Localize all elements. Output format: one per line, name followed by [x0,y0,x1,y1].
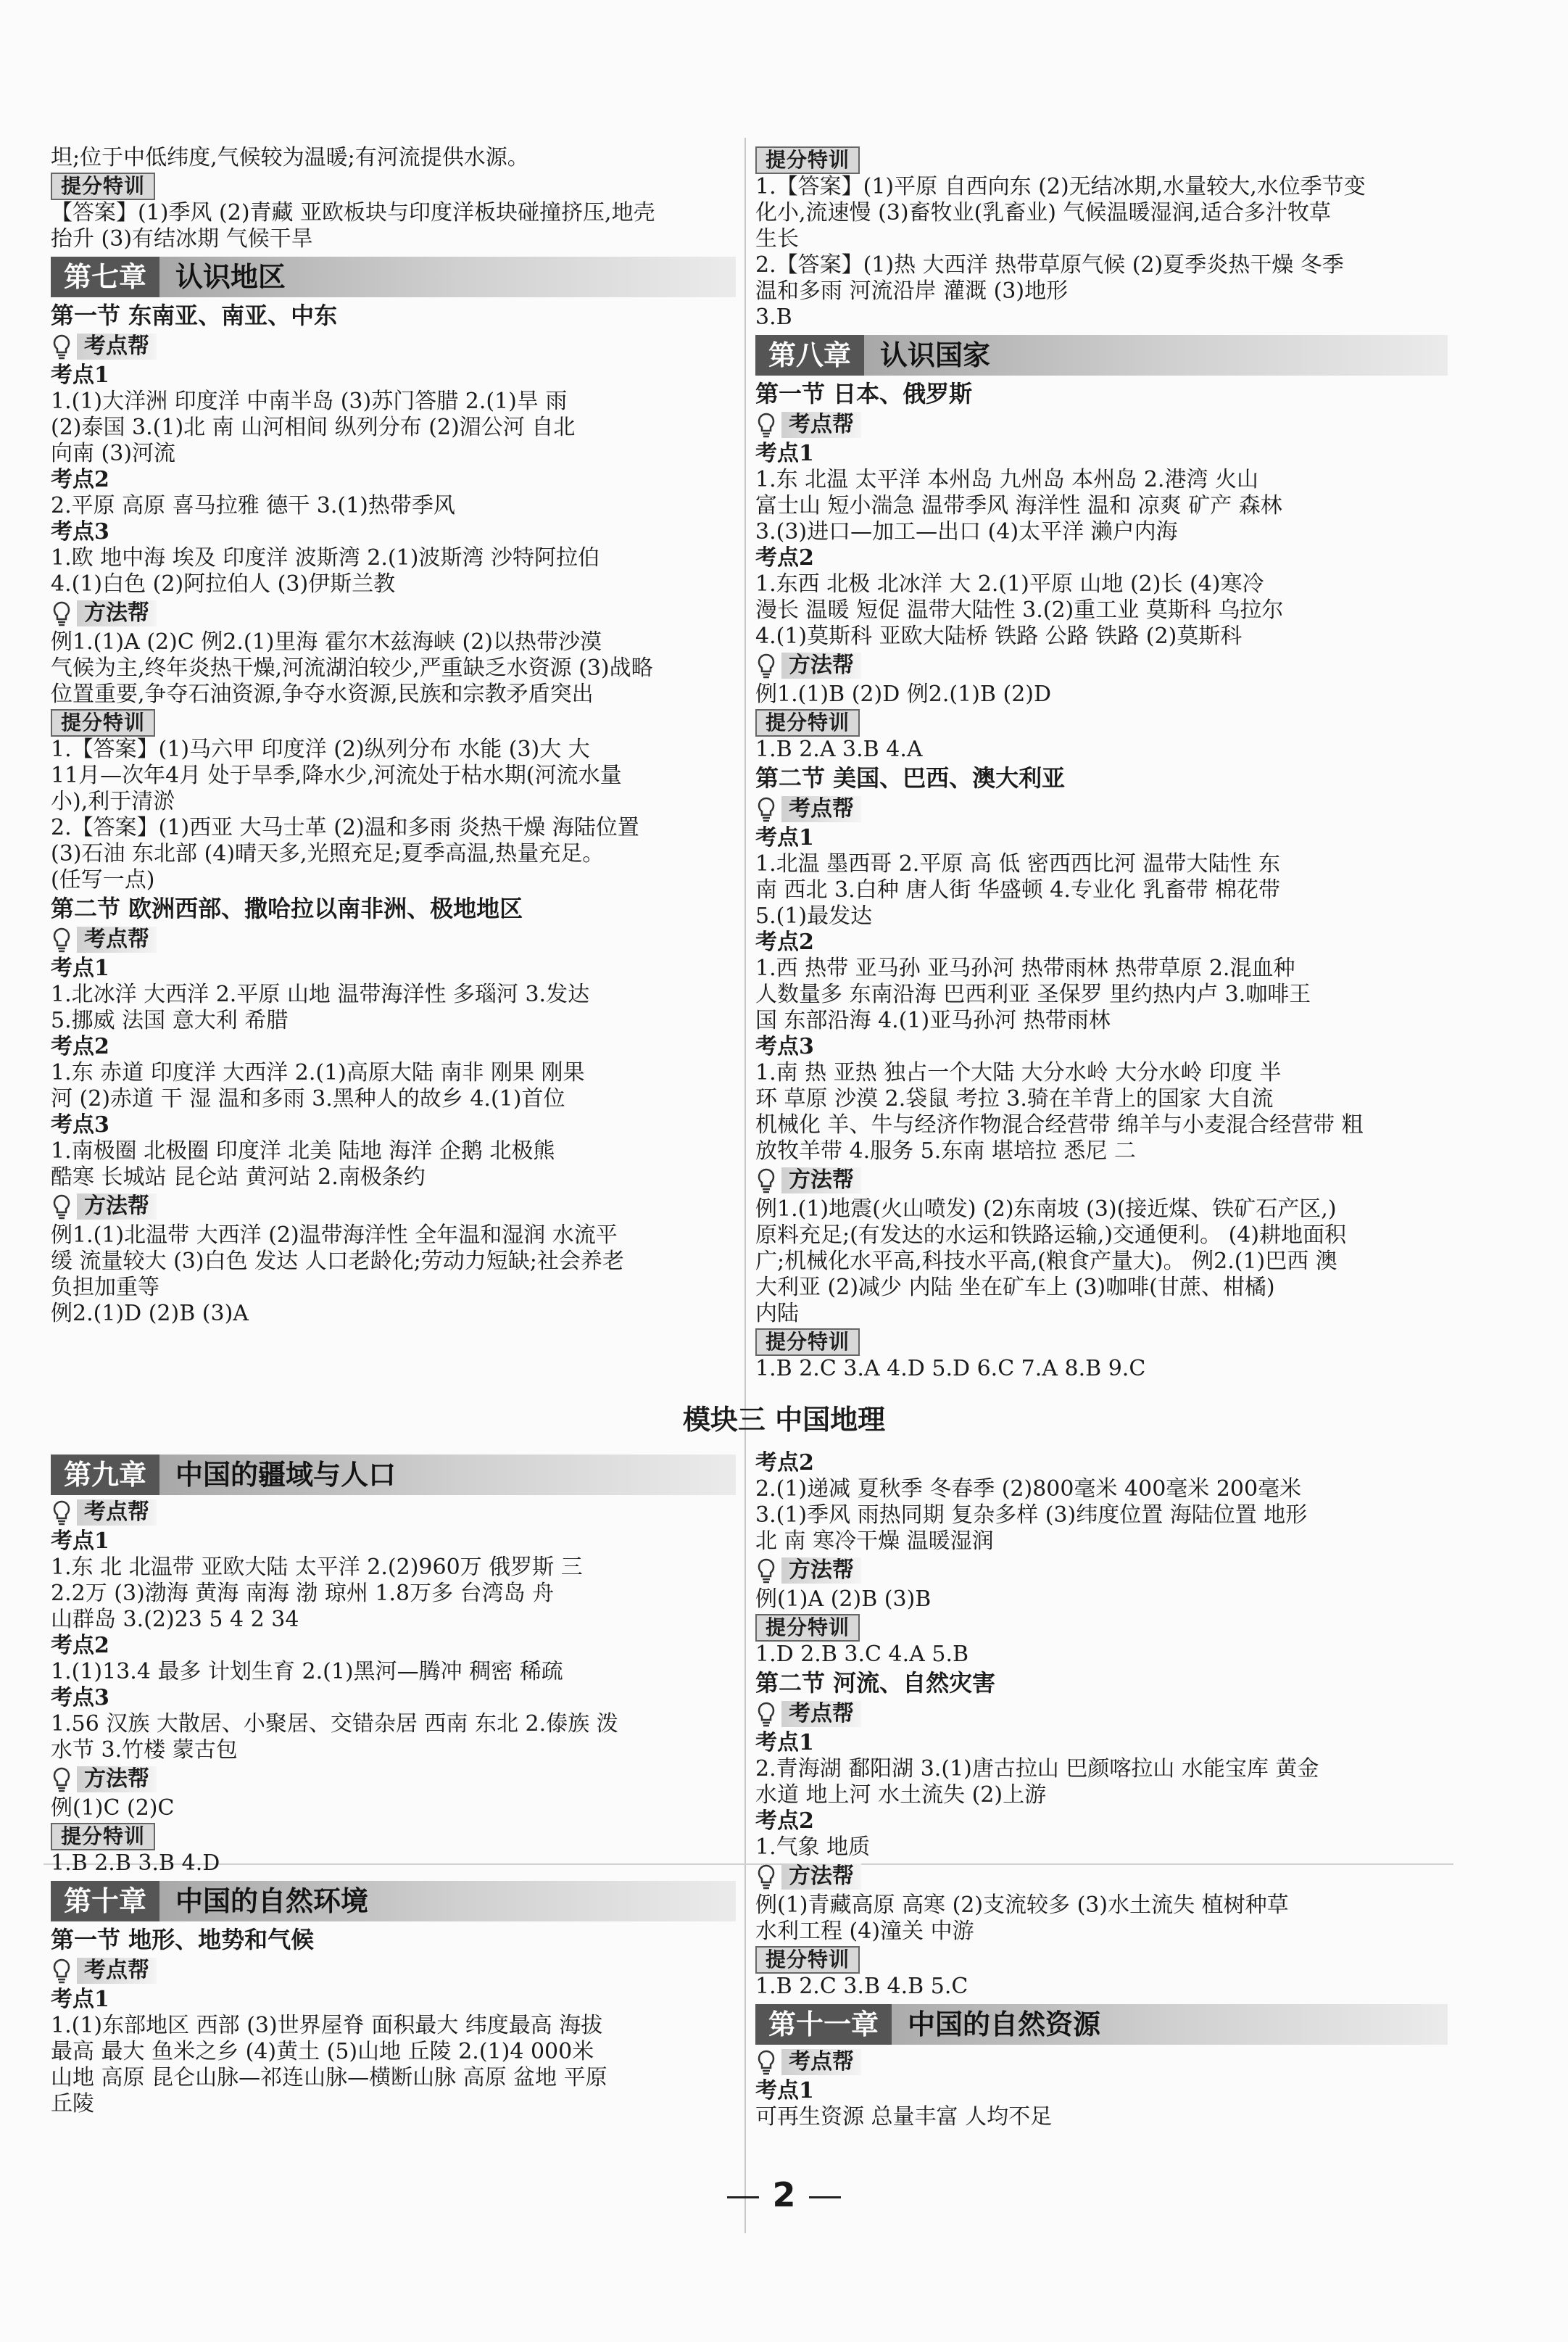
chapter-title: 中国的自然环境 [175,1885,369,1917]
page-number: 2 [772,2175,796,2214]
lightbulb-icon [51,1766,72,1792]
answer-line: 例(1)A (2)B (3)B [755,1586,932,1612]
tifen-label: 提分特训 [755,1946,860,1974]
header-label: 方法帮 [781,1557,861,1584]
lightbulb-icon [51,1193,72,1220]
tifen-header [51,709,155,735]
fangfa-header [51,1192,736,1221]
point-label: 考点1 [51,363,109,388]
chapter-number: 第十一章 [755,2004,892,2045]
answer-line: 生长 [755,226,799,252]
answer-line: 【答案】(1)季风 (2)青藏 亚欧板块与印度洋板块碰撞挤压,地壳 [51,200,655,225]
point-label: 考点3 [51,519,109,545]
answer-line: 环 草原 沙漠 2.袋鼠 考拉 3.骑在羊背上的国家 大自流 [755,1086,1274,1112]
bottom-left-column [51,1450,736,2117]
kaodian-header [51,1498,736,1527]
answer-line: 温和多雨 河流沿岸 灌溉 (3)地形 [755,278,1069,304]
chapter-title: 中国的疆域与人口 [175,1459,397,1491]
fangfa-header [755,651,1448,680]
answer-line: 3.(3)进口—加工—出口 (4)太平洋 濑户内海 [755,519,1178,545]
tifen-header [755,146,860,173]
chapter-number: 第七章 [51,257,159,297]
point-label: 考点3 [51,1112,109,1138]
answer-line: 坦;位于中低纬度,气候较为温暖;有河流提供水源。 [51,145,529,170]
tifen-header [755,709,860,735]
kaodian-header [755,410,1448,439]
answer-line: 1.东 赤道 印度洋 大西洋 2.(1)高原大陆 南非 刚果 刚果 [51,1060,585,1085]
lightbulb-icon [755,796,777,822]
dash-right [809,2196,841,2198]
point-label: 考点2 [755,545,814,571]
answer-line: (2)泰国 3.(1)北 南 山河相间 纵列分布 (2)湄公河 自北 [51,415,576,440]
answer-line: 漫长 温暖 短促 温带大陆性 3.(2)重工业 莫斯科 乌拉尔 [755,597,1284,623]
answer-line: 丘陵 [51,2091,94,2117]
answer-line: 1.B 2.C 3.A 4.D 5.D 6.C 7.A 8.B 9.C [755,1356,1146,1381]
point-label: 考点2 [51,467,109,492]
fangfa-header [755,1556,1448,1585]
point-label: 考点1 [755,825,814,851]
point-label: 考点1 [51,1528,109,1554]
answer-line: 机械化 羊、牛与经济作物混合经营带 绵羊与小麦混合经营带 粗 [755,1112,1364,1138]
page-number-footer [0,2175,1568,2214]
answer-line: 例1.(1)地震(火山喷发) (2)东南坡 (3)(接近煤、铁矿石产区,) [755,1196,1337,1222]
answer-line: 1.东 北 北温带 亚欧大陆 太平洋 2.(2)960万 俄罗斯 三 [51,1555,583,1580]
lightbulb-icon [51,600,72,626]
tifen-header [51,173,155,199]
answer-line: 山群岛 3.(2)23 5 4 2 34 [51,1607,299,1632]
dash-left [727,2196,759,2198]
answer-line: 缓 流量较大 (3)白色 发达 人口老龄化;劳动力短缺;社会养老 [51,1249,624,1274]
answer-line: 北 南 寒冷干燥 温暖湿润 [755,1528,994,1554]
tifen-label: 提分特训 [755,146,860,174]
point-label: 考点2 [755,1808,814,1834]
answer-line: 河 (2)赤道 干 湿 温和多雨 3.黑种人的故乡 4.(1)首位 [51,1086,565,1112]
header-label: 考点帮 [781,1701,861,1727]
answer-line: 2.2万 (3)渤海 黄海 南海 渤 琼州 1.8万多 台湾岛 舟 [51,1581,555,1606]
kaodian-header [755,1700,1448,1729]
chapter-banner [51,257,736,297]
answer-line: 1.东 北温 太平洋 本州岛 九州岛 本州岛 2.港湾 火山 [755,467,1258,492]
answer-line: 最高 最大 鱼米之乡 (4)黄土 (5)山地 丘陵 2.(1)4 000米 [51,2039,594,2064]
lightbulb-icon [755,1167,777,1193]
chapter-title: 中国的自然资源 [908,2008,1101,2040]
fangfa-header [755,1166,1448,1195]
answer-line: 例1.(1)B (2)D 例2.(1)B (2)D [755,682,1052,707]
answer-line: 水利工程 (4)潼关 中游 [755,1919,974,1944]
answer-line: 1.B 2.A 3.B 4.A [755,737,923,762]
answer-line: 化小,流速慢 (3)畜牧业(乳畜业) 气候温暖湿润,适合多汁牧草 [755,200,1332,225]
answer-line: 例1.(1)北温带 大西洋 (2)温带海洋性 全年温和湿润 水流平 [51,1222,618,1248]
answer-line: 2.(1)递减 夏秋季 冬春季 (2)800毫米 400毫米 200毫米 [755,1476,1302,1502]
answer-line: 山地 高原 昆仑山脉—祁连山脉—横断山脉 高原 盆地 平原 [51,2065,607,2090]
lightbulb-icon [755,412,777,438]
point-label: 考点1 [51,1987,109,2012]
header-label: 方法帮 [77,1766,157,1792]
answer-line: 富士山 短小湍急 温带季风 海洋性 温和 凉爽 矿产 森林 [755,493,1282,518]
point-label: 考点2 [51,1034,109,1059]
header-label: 考点帮 [781,2049,861,2075]
answer-line: 1.北冰洋 大西洋 2.平原 山地 温带海洋性 多瑙河 3.发达 [51,982,590,1007]
chapter-banner [51,1455,736,1495]
section-heading: 第二节 美国、巴西、澳大利亚 [755,764,1066,792]
answer-line: 1.B 2.C 3.B 4.B 5.C [755,1974,968,1999]
kaodian-header [51,1956,736,1985]
lightbulb-icon [755,1863,777,1890]
answer-line: 1.北温 墨西哥 2.平原 高 低 密西西比河 温带大陆性 东 [755,851,1280,877]
section-heading: 第一节 日本、俄罗斯 [755,380,973,407]
bottom-right-column [755,1450,1448,2130]
answer-line: 3.B [755,305,792,330]
answer-line: 例(1)青藏高原 高寒 (2)支流较多 (3)水土流失 植树种草 [755,1892,1289,1918]
lightbulb-icon [51,1958,72,1984]
point-label: 考点1 [755,2078,814,2103]
section-heading: 第一节 东南亚、南亚、中东 [51,302,338,329]
answer-line: 水节 3.竹楼 蒙古包 [51,1737,238,1763]
answer-line: 1.东西 北极 北冰洋 大 2.(1)平原 山地 (2)长 (4)寒冷 [755,571,1264,597]
tifen-label: 提分特训 [755,709,860,737]
tifen-label: 提分特训 [755,1328,860,1356]
chapter-title: 认识国家 [880,339,991,371]
header-label: 考点帮 [77,1958,157,1984]
answer-line: 1.南 热 亚热 独占一个大陆 大分水岭 大分水岭 印度 半 [755,1060,1282,1085]
answer-line: 人数量多 东南沿海 巴西利亚 圣保罗 里约热内卢 3.咖啡王 [755,982,1311,1007]
answer-line: 1.(1)东部地区 西部 (3)世界屋脊 面积最大 纬度最高 海拔 [51,2013,603,2038]
answer-line: 1.南极圈 北极圈 印度洋 北美 陆地 海洋 企鹅 北极熊 [51,1138,555,1164]
chapter-banner [755,2004,1448,2045]
kaodian-header [755,795,1448,824]
answer-line: 5.(1)最发达 [755,903,873,929]
answer-line: 1.D 2.B 3.C 4.A 5.B [755,1642,969,1667]
answer-line: 放牧羊带 4.服务 5.东南 堪培拉 悉尼 二 [755,1138,1136,1164]
header-label: 方法帮 [781,1863,861,1890]
answer-line: 南 西北 3.白种 唐人街 华盛顿 4.专业化 乳畜带 棉花带 [755,877,1280,903]
tifen-header [755,1328,860,1354]
answer-line: 2.【答案】(1)热 大西洋 热带草原气候 (2)夏季炎热干燥 冬季 [755,252,1344,278]
answer-line: (任写一点) [51,867,155,893]
answer-line: 2.平原 高原 喜马拉雅 德干 3.(1)热带季风 [51,493,455,518]
answer-line: 小),利于清淤 [51,789,175,814]
answer-line: 1.(1)大洋洲 印度洋 中南半岛 (3)苏门答腊 2.(1)旱 雨 [51,389,568,414]
point-label: 考点2 [51,1633,109,1658]
answer-line: 负担加重等 [51,1275,159,1300]
fangfa-header [51,1765,736,1794]
kaodian-header [51,925,736,954]
answer-line: 1.56 汉族 大散居、小聚居、交错杂居 西南 东北 2.傣族 泼 [51,1711,618,1737]
answer-line: 5.挪威 法国 意大利 希腊 [51,1008,289,1033]
answer-line: 4.(1)白色 (2)阿拉伯人 (3)伊斯兰教 [51,571,396,597]
answer-line: 4.(1)莫斯科 亚欧大陆桥 铁路 公路 铁路 (2)莫斯科 [755,624,1243,649]
answer-line: 酷寒 长城站 昆仑站 黄河站 2.南极条约 [51,1164,426,1190]
column-divider [744,138,746,2233]
top-right-column [755,145,1448,1382]
header-label: 方法帮 [77,600,157,626]
chapter-number: 第八章 [755,335,864,376]
header-label: 考点帮 [77,1499,157,1526]
tifen-label: 提分特训 [51,173,155,200]
header-label: 方法帮 [781,1167,861,1193]
answer-line: 向南 (3)河流 [51,441,176,466]
answer-line: 位置重要,争夺石油资源,争夺水资源,民族和宗教矛盾突出 [51,682,594,707]
lightbulb-icon [51,334,72,360]
header-label: 方法帮 [781,653,861,679]
kaodian-header [51,332,736,361]
section-heading: 第一节 地形、地势和气候 [51,1926,315,1953]
answer-line: 抬升 (3)有结冰期 气候干旱 [51,226,313,252]
point-label: 考点1 [755,1730,814,1755]
tifen-header [51,1823,155,1849]
answer-line: 例2.(1)D (2)B (3)A [51,1301,249,1326]
tifen-label: 提分特训 [51,709,155,737]
chapter-title: 认识地区 [175,261,286,293]
answer-line: 内陆 [755,1301,799,1326]
header-label: 考点帮 [781,796,861,822]
answer-line: 2.青海湖 鄱阳湖 3.(1)唐古拉山 巴颜喀拉山 水能宝库 黄金 [755,1756,1319,1782]
answer-line: 广;机械化水平高,科技水平高,(粮食产量大)。 例2.(1)巴西 澳 [755,1249,1337,1274]
lightbulb-icon [51,927,72,953]
answer-line: 1.西 热带 亚马孙 亚马孙河 热带雨林 热带草原 2.混血种 [755,956,1295,981]
chapter-banner [755,335,1448,376]
tifen-header [755,1946,860,1972]
header-label: 考点帮 [781,412,861,438]
section-heading: 第二节 河流、自然灾害 [755,1669,996,1697]
answer-line: 例(1)C (2)C [51,1795,175,1821]
answer-line: 1.B 2.B 3.B 4.D [51,1850,220,1876]
answer-line: (3)石油 东北部 (4)晴天多,光照充足;夏季高温,热量充足。 [51,841,605,866]
answer-line: 1.欧 地中海 埃及 印度洋 波斯湾 2.(1)波斯湾 沙特阿拉伯 [51,545,600,571]
lightbulb-icon [755,1701,777,1727]
kaodian-header [755,2048,1448,2077]
answer-line: 3.(1)季风 雨热同期 复杂多样 (3)纬度位置 海陆位置 地形 [755,1502,1308,1528]
lightbulb-icon [755,2049,777,2075]
answer-line: 气候为主,终年炎热干燥,河流湖泊较少,严重缺乏水资源 (3)战略 [51,655,653,681]
header-label: 考点帮 [77,927,157,953]
fangfa-header [755,1862,1448,1891]
lightbulb-icon [51,1499,72,1526]
answer-line: 可再生资源 总量丰富 人均不足 [755,2104,1053,2130]
chapter-number: 第九章 [51,1455,159,1495]
answer-line: 2.【答案】(1)西亚 大马士革 (2)温和多雨 炎热干燥 海陆位置 [51,815,639,840]
module-title: 模块三 中国地理 [682,1404,886,1436]
lightbulb-icon [755,1557,777,1584]
top-left-column [51,145,736,1327]
lightbulb-icon [755,653,777,679]
answer-line: 1.【答案】(1)平原 自西向东 (2)无结冰期,水量较大,水位季节变 [755,174,1366,199]
point-label: 考点2 [755,1450,814,1476]
point-label: 考点1 [51,956,109,981]
point-label: 考点3 [755,1034,814,1059]
answer-line: 11月—次年4月 处于旱季,降水少,河流处于枯水期(河流水量 [51,763,622,788]
chapter-number: 第十章 [51,1881,159,1921]
answer-line: 原料充足;(有发达的水运和铁路运输,)交通便利。 (4)耕地面积 [755,1222,1347,1248]
fangfa-header [51,599,736,628]
chapter-banner [51,1881,736,1921]
answer-line: 大利亚 (2)减少 内陆 坐在矿车上 (3)咖啡(甘蔗、柑橘) [755,1275,1275,1300]
header-label: 考点帮 [77,334,157,360]
tifen-label: 提分特训 [51,1823,155,1850]
point-label: 考点2 [755,930,814,955]
answer-line: 1.【答案】(1)马六甲 印度洋 (2)纵列分布 水能 (3)大 大 [51,737,590,762]
point-label: 考点1 [755,441,814,466]
answer-line: 1.(1)13.4 最多 计划生育 2.(1)黑河—腾冲 稠密 稀疏 [51,1659,563,1684]
answer-line: 国 东部沿海 4.(1)亚马孙河 热带雨林 [755,1008,1111,1033]
module-heading [43,1399,1525,1440]
point-label: 考点3 [51,1685,109,1710]
answer-line: 例1.(1)A (2)C 例2.(1)里海 霍尔木兹海峡 (2)以热带沙漠 [51,629,602,655]
answer-line: 水道 地上河 水土流失 (2)上游 [755,1782,1047,1808]
tifen-header [755,1614,860,1640]
header-label: 方法帮 [77,1193,157,1220]
tifen-label: 提分特训 [755,1614,860,1642]
section-heading: 第二节 欧洲西部、撒哈拉以南非洲、极地地区 [51,895,523,922]
answer-line: 1.气象 地质 [755,1834,871,1860]
